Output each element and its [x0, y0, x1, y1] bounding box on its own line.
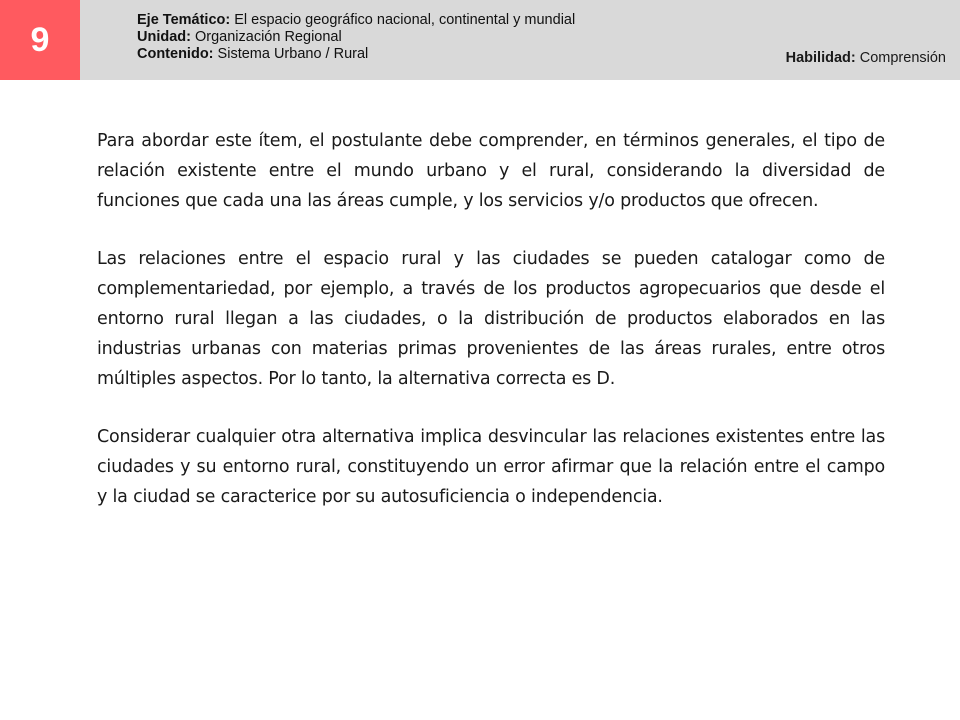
header-meta	[137, 12, 575, 63]
eje-value: El espacio geográfico nacional, continental y mundial	[234, 12, 576, 28]
habilidad-label: Habilidad:	[785, 50, 856, 66]
question-number: 9	[30, 20, 50, 59]
slide-header	[0, 0, 960, 80]
contenido-label: Contenido:	[137, 46, 214, 62]
habilidad-row	[786, 50, 946, 67]
habilidad-value: Comprensión	[859, 50, 946, 66]
paragraph-2: Las relaciones entre el espacio rural y las ciudades se pueden catalogar como de complementariedad, por ejemplo, a través de los productos agropecuarios que desde el entorno rural llegan a las ciudades, o la distribución de productos elaborados en las industrias urbanas con materias primas provenientes de las áreas rurales, entre otros múltiples aspectos. Por lo tanto, la alternativa correcta es D.	[97, 249, 885, 389]
unidad-row	[137, 29, 575, 46]
eje-row	[137, 12, 575, 29]
paragraph-3: Considerar cualquier otra alternativa implica desvincular las relaciones existentes entre las ciudades y su entorno rural, constituyendo un error afirmar que la relación entre el campo y la ciudad se caracterice por su autosuficiencia o independencia.	[97, 427, 885, 507]
question-number-badge	[0, 0, 80, 80]
paragraph-1: Para abordar este ítem, el postulante debe comprender, en términos generales, el tipo de relación existente entre el mundo urbano y el rural, considerando la diversidad de funciones que cada una las áreas cumple, y los servicios y/o productos que ofrecen.	[97, 131, 885, 211]
eje-label: Eje Temático:	[137, 12, 231, 28]
unidad-value: Organización Regional	[195, 29, 342, 45]
unidad-label: Unidad:	[137, 29, 191, 45]
explanation-body	[97, 126, 885, 540]
contenido-row	[137, 46, 575, 63]
contenido-value: Sistema Urbano / Rural	[217, 46, 369, 62]
